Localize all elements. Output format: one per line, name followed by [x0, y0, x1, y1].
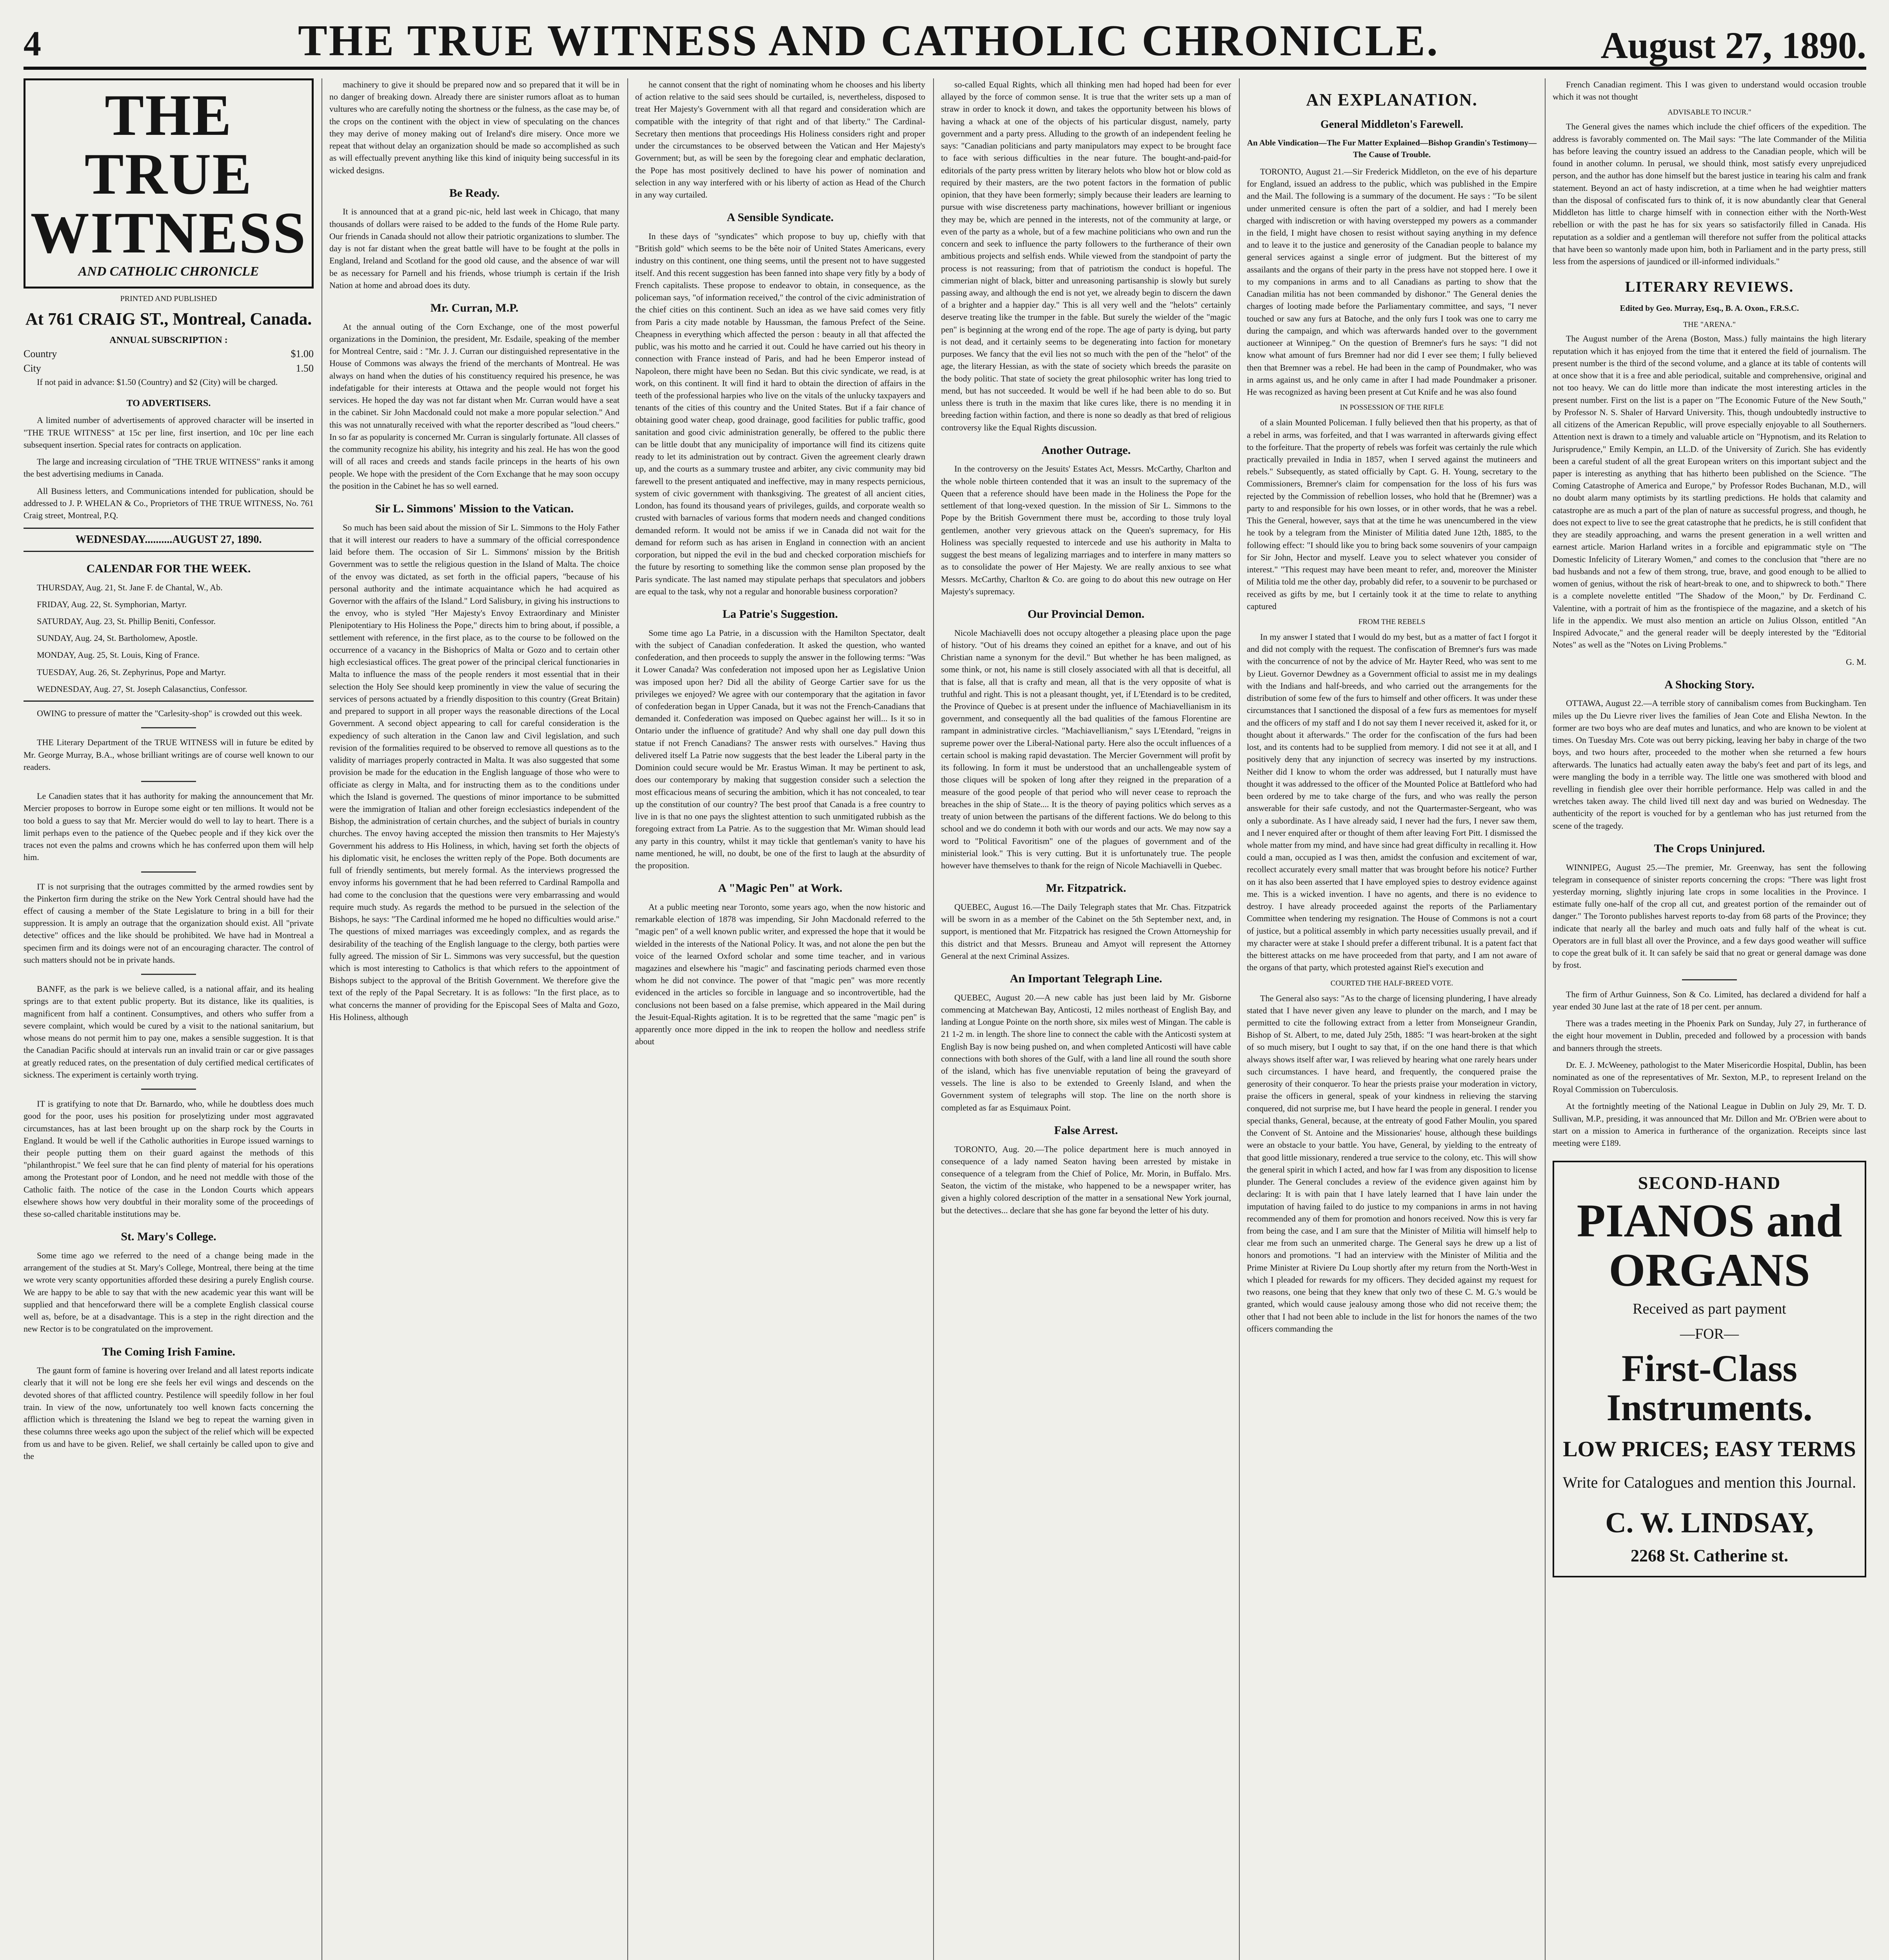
ad-line: LOW PRICES; EASY TERMS [1563, 1437, 1856, 1462]
article-body: At the annual outing of the Corn Exchange, one of the most powerful organizations in the Dominion, the president, Mr. Esdaile, speaking of the member for Montreal Centre, said : "Mr. J. J. Curran our distinguished representative in the House of Commons was always the friend of the merchants of Montreal. He was always on hand when the duties of his constituency required his presence, he was indefatigable for their interests at Ottawa and the people would not forget his services. He hoped the day was not far distant when Mr. Curran would have a seat in the cabinet. Sir John Macdonald could not make a more popular selection." And this was not unnaturally received with what the reporter described as "loud cheers." In so far as popularity is concerned Mr. Curran is singularly fortunate. All classes of the community recognize his ability, his integrity and his zeal. He has won the good will of all races and creeds and stands facile princeps in the hearts of his own people. We hope with the president of the Corn Exchange that he may soon occupy the position in the Cabinet he has so well earned. [329, 321, 619, 491]
editorial-note: BANFF, as the park is we believe called, is a national affair, and its healing springs are to that extent public property. But its distance, like its qualities, is magnificent from half a continent. Consumptives, and others who suffer from a severe complaint, which would be cured by a visit to the national sanitarium, but whose means do not permit him to pay one, makes a sensible suggestion. It is that the Canadian Pacific should at intervals run an invalid train or car or give passages at greatly reduced rates, on the presentation of duly certified medical certificates of sickness. The experiment is certainly worth trying. [24, 984, 314, 1080]
column-2 [329, 78, 619, 1960]
article-body: Some time ago La Patrie, in a discussion with the Hamilton Spectator, dealt with the subject of Canadian confederation. It asked the question, who wanted confederation, and then proceeds to supply the answer in the following terms: "Was it Lower Canada? Was confederation not imposed upon her as Legislative Union was imposed upon her? Did all the ability of George Cartier save for us the privileges we enjoyed? We agree with our contemporary that the agitation in favor of confederation began in Upper Canada, but it was not the French-Canadians that demanded it. Confederation was imposed on Quebec against her will... Is it so in Ontario under the influence of gratitude? And why shall one day pull down this statue if not French Canadians? The answer rests with ourselves." Having thus delivered itself La Patrie now suggests that the best leader the Liberal party in the Dominion could secure would be Mr. Erastus Wiman. It may be pertinent to ask, does our contemporary by making that suggestion consider such a selection the most efficacious means of securing the ambition, which it has not concealed, to tear up the constitution of our country? The best proof that Canada is a free country to live in is that no one pays the slightest attention to such unmitigated rubbish as the foregoing extract from La Patrie. As to the suggestion that Mr. Wiman should lead any party in this country, whilst it may tickle that gentleman's vanity to have his name mentioned, he will, no doubt, be one of the first to laugh at the absurdity of the proposition. [635, 628, 925, 871]
advertisers-p2: The large and increasing circulation of "THE TRUE WITNESS" ranks it among the best advertising mediums in Canada. [24, 457, 314, 479]
divider [141, 781, 196, 782]
column-3 [635, 78, 925, 1960]
column-6 [1553, 78, 1866, 1960]
divider [141, 871, 196, 873]
article-heading: The Crops Uninjured. [1654, 842, 1765, 855]
rate-country [24, 347, 314, 361]
article-body: QUEBEC, August 20.—A new cable has just been laid by Mr. Gisborne commencing at Matchewan Bay, Anticosti, 12 miles northeast of English Bay, and landing at Longue Pointe on the north shore, six miles west of Mingan. The cable is 21 1-2 m. in length. The shore line to connect the cable with the Anticosti system at English Bay is now being pushed on, and when completed Anticosti will have cable connections with both shores of the Gulf, with a land line all round the south shore of the island, which has five unenviable reputation of being the graveyard of vessels. The line is also to be extended to Greenly Island, and when the Government system of telegraphs will stop. The line on the north shore is completed as far as Esquimaux Point. [941, 992, 1231, 1112]
divider [141, 1089, 196, 1090]
rate-city-price: 1.50 [296, 363, 314, 374]
article-body: French Canadian regiment. This I was given to understand would occasion trouble which it was not thought [1553, 80, 1866, 102]
column-rule [1545, 78, 1546, 1960]
article-heading: Our Provincial Demon. [1027, 607, 1145, 621]
advertisers-p3: All Business letters, and Communications intended for publication, should be addressed to J. P. WHELAN & Co., Proprietors of THE TRUE WITNESS, No. 761 Craig street, Montreal, P.Q. [24, 486, 314, 520]
article-body: of a slain Mounted Policeman. I fully believed then that his property, as that of a rebel in arms, was forfeited, and that I was warranted in afterwards giving effect to the forfeiture. That the property of rebels was forfeit was certainly the rule which practically prevailed in India in 1857, when I served against the mutineers and rebels." Subsequently, as stated officially by Capt. G. H. Young, secretary to the Commissioners, Bremner's claim for compensation for the loss of his furs was rejected by the Commission of rebellion losses, who hold that he (Bremner) was a party to and responsible for his own losses, or in other words, that he was a rebel. This the General, however, says that at the time he was unencumbered in the view he took by a telegram from the Minister of Militia dated June 12th, 1885, to the following effect: "I should like you to bring back some souvenirs of your campaign for Sir John, Hector and myself. Leave you to select whatever you consider of interest." "This request may have been meant to refer, and, moreover the Minister of Militia told me the other day, probably did refer, to a souvenir to be purchased or received as gifts by me, but I certainly took it at the time to relate to anything captured [1247, 417, 1537, 611]
article-heading: Another Outrage. [1041, 443, 1131, 457]
issue-dateline: WEDNESDAY..........AUGUST 27, 1890. [24, 528, 314, 552]
article-body: At a public meeting near Toronto, some years ago, when the now historic and remarkable election of 1878 was impending, Sir John Macdonald referred to the "magic pen" of a well known public writer, and expressed the hope that it would be wielded in the interests of the National Policy. It was, and not alone the pen but the voice of the learned Oxford scholar and some time teacher, and in various magazines and elsewhere his "magic" and fascinating periods charmed even those whom he did not convince. The power of that "magic pen" was more recently evidenced in the articles so forcible in language and so incontrovertible, had the conclusions not been based on a false premise, which appeared in the Mail during the Jesuit-Equal-Rights agitation. It is to be regretted that the same "magic pen" is apparently once more dipped in the ink to reopen the hollow and needless strife about [635, 902, 925, 1047]
article-body: Some time ago we referred to the need of a change being made in the arrangement of the studies at St. Mary's College, Montreal, there being at the time we wrote very scanty opportunities afforded these desiring a purely English course. We are happy to be able to say that with the new academic year this want will be supplied and that henceforward there will be a complete English classical course well as, before, be at a disadvantage. This is a step in the right direction and the new Rector is to be congratulated on the improvement. [24, 1250, 314, 1334]
article-body: At the fortnightly meeting of the National League in Dublin on July 29, Mr. T. D. Sullivan, M.P., presiding, it was announced that Mr. Dillon and Mr. O'Brien were about to start on a mission to America in furtherance of the organization. Receipts since last meeting were £189. [1553, 1101, 1866, 1148]
editorial-note: THE Literary Department of the TRUE WITNESS will in future be edited by Mr. George Murray, B.A., whose brilliant writings are of course well known to our readers. [24, 737, 314, 772]
article-body: The firm of Arthur Guinness, Son & Co. Limited, has declared a dividend for half a year ended 30 June last at the rate of 18 per cent. per annum. [1553, 989, 1866, 1011]
masthead [24, 8, 1866, 70]
ad-line: Received as part payment [1633, 1300, 1786, 1317]
article-body: It is announced that at a grand pic-nic, held last week in Chicago, that many thousands of dollars were raised to be added to the funds of the Home Rule party. Our friends in Canada should not allow their patriotic organizations to slumber. The day is not far distant when the great battle will have to be fought at the polls in England, Ireland and Scotland for the good old cause, and the absence of war will be as necessary for Parnell and his friends, whose triumph is certain if the Irish Nation at home and abroad does its duty. [329, 207, 619, 290]
section-caps: ADVISABLE TO INCUR." [1667, 108, 1751, 117]
column-rule [1239, 78, 1240, 1960]
article-heading: AN EXPLANATION. [1306, 90, 1478, 109]
article-body: There was a trades meeting in the Phoenix Park on Sunday, July 27, in furtherance of the eight hour movement in Dublin, preceded and followed by a procession with bands and banners through the streets. [1553, 1018, 1866, 1053]
piano-advertisement [1553, 1161, 1866, 1577]
calendar-heading: CALENDAR FOR THE WEEK. [86, 562, 251, 575]
calendar-entry: THURSDAY, Aug. 21, St. Jane F. de Chantal, W., Ab. [37, 582, 223, 592]
article-body: TORONTO, Aug. 20.—The police department here is much annoyed in consequence of a lady named Seaton having been arrested by mistake in consequence of a telegram from the Chief of Police, Mr. Morin, in Buffalo. Mrs. Seaton, the victim of the mistake, who happened to be a newspaper writer, has given a highly colored description of the matter in a sensational New York journal, but the detectives... declare that she has gone far beyond the letter of his duty. [941, 1144, 1231, 1215]
article-body: so-called Equal Rights, which all thinking men had hoped had been for ever allayed by the force of common sense. It is true that the writer sets up a man of straw in order to knock it down, and takes the opportunity between his blows of having a whack at one of the objects of his particular disgust, namely, party government and a party press. Alluding to the growth of an independent feeling he says: "Canadian politicians and party manipulators may expect to be brought face to face with serious difficulties in the near future. The bought-and-paid-for editorials of the party press written by literary helots who blow hot or blow cold as required by their masters, are the two potent factors in the formation of public opinion, that they have been formerly; simply because their leaders are learning to pursue with wise discreteness party machinations, however brilliant or ingenious they may be, which are penned in the interests, not of the community at large, or even of the party as a whole, but of a few machine politicians who own and run the concern and seek to influence the party followers to the furtherance of their own ambitious projects and selfish ends. While viewed from the standpoint of party the process is not reassuring; from that of patriotism the conduct is hopeful. The cimmerian night of black, bitter and unreasoning partisanship is slowly but surely passing away, and although the end is not yet, we already begin to discern the dawn of a brighter and a happier day." This is all very well and the "helots" certainly deserve treating like the trumper in the fable. But surely the wielder of the "magic pen" is beginning at the wrong end of the rope. The age of party is dying, but party is not dead, and it certainly seems to be degenerating into faction for monetary purposes. We fancy that the evil lies not so much with the pen of the "helot" of the age, the literary Hessian, as with the state of society which breeds the parasite on the body politic. That state of society the great philosophic writer has long tried to mend, but has not succeeded. It would be well if he had been able to do so. But unless there is truth in the maxim that like cures like, there is no mending it in breeding faction within faction, and there is none so deadly as that bred of religious controversy like the Equal Rights discussion. [941, 80, 1231, 432]
article-heading: Sir L. Simmons' Mission to the Vatican. [375, 502, 574, 515]
article-body: The August number of the Arena (Boston, Mass.) fully maintains the high literary reputation which it has enjoyed from the time that it entered the field of journalism. The present number is the third of the second volume, and a glance at its table of contents will at once show that it is a free and able periodical, suitable and comprehensive, original and not too heavy. We can do little more than indicate the most interesting articles in the present number. First on the list is a paper on "The Economic Future of the New South," by Professor N. S. Shaler of Harvard University. This, though undoubtedly instructive to all citizens of the American Republic, will prove especially enjoyable to all Southerners. Attention next is drawn to a timely and valuable article on "Hypnotism, and its Relation to Jurisprudence," Emily Kempin, an LL.D. of the University of Zurich. She has evidently been a careful student of all the great European writers on this important subject and the paper is interesting as anything that has hitherto been published on the Science. "The Coming Catastrophe of America and Europe," by Professor Rodes Buchanan, M.D., will no doubt alarm many optimists by its startling predictions. He holds that calamity and catastrophe are as much a part of the plan of nature as successful progress, and though, he does not expect to live to see the great catastrophe that he predicts, he is still confident that they are steadily approaching, and warns the present generation in a well written and earnest article. Marion Harland writes in a forcible and epigrammatic style on "The Domestic Infelicity of Literary Women," and comes to the conclusion that "there are no bad husbands and not a few of them strong, true, brave, and good enough to be allied to women of genius, without the risk of heart-break to one, and to shipwreck to both." There is a complete novelette entitled "The Shadow of the Moon," by Dr. Ferdinand C. Valentine, with a portrait of him as the frontispiece of the magazine, and a sketch of his life in the appendix. We must also mention an article on Julius Olsson, entitled "An Inspired Advocate," and the general reader will be deeply interested by the "Editorial Notes" as well as the "Notes on Living Problems." [1553, 334, 1866, 650]
ad-line: —FOR— [1680, 1325, 1739, 1342]
editorial-note: IT is gratifying to note that Dr. Barnardo, who, while he doubtless does much good for the poor, uses his position for proselytizing under most aggravated circumstances, has at last been brought up on the sharp rock by the Courts in England. It would be well if the Catholic authorities in Europe issued warnings to their people putting them on their guard against the methods of this "philanthropist." We feel sure that he can find plenty of material for his operations among the Protestant poor of London, and he need not meddle with those of the Catholic faith. The notice of the case in the London Courts which appears elsewhere shows how very doubtful in their morality some of the proceedings of these so-called charitable institutions may be. [24, 1099, 314, 1219]
advertisers-heading: TO ADVERTISERS. [126, 398, 211, 409]
advance-note: If not paid in advance: $1.50 (Country) and $2 (City) will be charged. [37, 377, 278, 387]
article-body: he cannot consent that the right of nominating whom he chooses and his liberty of action relative to the said sees should be curtailed, is, nevertheless, disposed to treat Her Majesty's Government with all that regard and consideration which are compatible with the integrity of that right and of that liberty." The Cardinal-Secretary then mentions that proceedings His Holiness considers right and proper under the circumstances to be observed between the Vatican and Her Majesty's Government; but, as will be seen by the foregoing clear and emphatic declaration, the Pope has most positively declined to have his power of nomination and selection in any way interfered with or his liberty of action as Head of the Church in any way curtailed. [635, 80, 925, 200]
calendar-entry: TUESDAY, Aug. 26, St. Zephyrinus, Pope and Martyr. [37, 667, 226, 677]
divider [141, 974, 196, 975]
article-body: The General gives the names which include the chief officers of the expedition. The address is favorably commented on. The Mail says: "The late Commander of the Militia has before leaving the country issued an address to the Canadian people, which will be found in another column. In perusal, we should think, most satisfy every unprejudiced person, and the author has done himself but the barest justice in tearing his calm and frank statement. Beyond an act of hasty indiscretion, at a time when he had weightier matters than the disposal of confiscated furs to think of, it is now abundantly clear that General Middleton has little to charge himself with in connection either with the North-West rebellion or with the past he has for six years so satisfactorily filled in Canada. His reputation as a soldier and a gentleman will therefore not suffer from the political attacks that have been so wantonly made upon him, both in Parliament and in the party press, still less from the aspersions of jaundiced or ill-informed individuals." [1553, 122, 1866, 267]
calendar-entry: WEDNESDAY, Aug. 27, St. Joseph Calasanctius, Confessor. [37, 684, 247, 694]
ad-advertiser: C. W. LINDSAY, [1605, 1506, 1814, 1539]
article-body: machinery to give it should be prepared now and so prepared that it will be in no danger of breaking down. Already there are sinister rumors afloat as to human vultures who are carefully noting the shortness or the fulness, as the case may be, of the crops on the continent with the object in view of speculating on the chances they may derive of money making out of Ireland's dire misery. Once more we repeat that without delay an organization should be made so accomplished as such as will effectually prevent anything like this kind of iniquity being successful in its wicked designs. [329, 80, 619, 175]
page-number: 4 [24, 24, 41, 63]
issue-date: August 27, 1890. [1600, 24, 1866, 66]
section-caps: THE "ARENA." [1683, 320, 1736, 329]
article-body: Dr. E. J. McWeeney, pathologist to the Mater Misericordie Hospital, Dublin, has been nominated as one of the representatives of Mr. Sexton, M.P., to represent Ireland on the Royal Commission on Tuberculosis. [1553, 1060, 1866, 1094]
article-heading: An Important Telegraph Line. [1010, 972, 1162, 985]
article-body: Nicole Machiavelli does not occupy altogether a pleasing place upon the page of history. "Out of his dreams they coined an epithet for a knave, and out of his Christian name a synonym for the devil." But whether he has been maligned, as some think, or not, his name is still closely associated with all that is deceitful, all that is false, all that is crafty and mean, all that is the very opposite of what is truthful and right. This is not a pleasant thought, yet, if L'Etendard is to be credited, the Province of Quebec is at present under the influence of Machiavellianism in its government, and consequently all the bad qualities of the famous Florentine are rampant in administrative circles. "Machiavellianism," says L'Etendard, "reigns in supreme power over the Liberal-National party. Here also the occult influences of a certain school is making rapid devastation. The Mercier Government will profit by its following. In form it must be understood that an unchallengeable system of those cliques will be spoken of long after they reigned in the preparation of a measure of the good people of that period who will never cease to reproach the breaches in the ship of State.... It is the theory of paying politics which serves as a treaty of union between the partisans of the different factions. We do belong to this school and we do condemn it both with our words and our acts. We may now say a word to "Political Favoritism" one of the plagues of government and of the ministerial look." This is very cutting. But it is unfortunately true. The people however have themselves to thank for the reign of Nicole Machiavelli in Quebec. [941, 628, 1231, 871]
editorial-note: Le Canadien states that it has authority for making the announcement that Mr. Mercier proposes to borrow in Europe some eight or ten millions. It would not be too bold a guess to say that Mr. Mercier would do well to lay to heart. There is a limit perhaps even to the patience of the Quebec people and if they kick over the traces not even the palms and crowns which he has conferred upon them will help him. [24, 791, 314, 862]
section-caps: IN POSSESSION OF THE RIFLE [1340, 403, 1444, 412]
column-1 [24, 78, 314, 1960]
printed-label: PRINTED AND PUBLISHED [120, 294, 217, 303]
article-body: The gaunt form of famine is hovering over Ireland and all latest reports indicate clearly that it will not be long ere she feels her evil wings and descends on the devoted shores of that afflicted country. Pestilence will speedily follow in her foul train. In view of the now, unfortunately too well known facts concerning the affliction which is threatening the Island we beg to repeat the warning given in these columns three weeks ago upon the subject of the relief which will be expected from us and have to be given. Relief, we shall certainly be called upon to give and the [24, 1365, 314, 1461]
divider [24, 701, 314, 702]
column-5 [1247, 78, 1537, 1960]
divider [1682, 979, 1737, 980]
column-4 [941, 78, 1231, 1960]
editorial-note: OWING to pressure of matter the "Carlesity-shop" is crowded out this week. [37, 708, 302, 719]
calendar-entry: MONDAY, Aug. 25, St. Louis, King of France. [37, 650, 200, 660]
editor-credit: Edited by Geo. Murray, Esq., B. A. Oxon., F.R.S.C. [1620, 303, 1799, 313]
ad-line: SECOND-HAND [1638, 1173, 1781, 1193]
subscription-heading: ANNUAL SUBSCRIPTION : [109, 335, 228, 346]
article-deck: An Able Vindication—The Fur Matter Explained—Bishop Grandin's Testimony—The Cause of Trouble. [1247, 138, 1537, 160]
article-heading: La Patrie's Suggestion. [722, 607, 838, 621]
article-body: TORONTO, August 21.—Sir Frederick Middleton, on the eve of his departure for England, issued an address to the public, which was published in the Empire and the Mail. The following is a summary of the document. He says : "To be silent under unmerited censure is often the part of a soldier, and had I merely been charged with indiscretion or with having overstepped my powers as a commander in the field, I might have chosen to resist without saying anything in my defence and to leave it to the justice and generosity of the Canadian people to balance my general services against a single error of judgment. But the bitterest of my assailants and the organs of their party in the press have not stopped here. I owe it to my companions in arms and to all Canadians as parting to show that the Canadian militia has not been commanded by dishonor." The General denies the charges of looting made before the Parliamentary committee, and says, "I never touched or saw any furs at Batoche, and the only furs I took was one to carry me during the campaign, and which was afterwards handed over to the government auctioneer at Winnipeg." On the question of Bremner's furs he says: "I did not know what amount of furs Bremner had nor did I ever see them; I fully believed then that Bremner was a rebel. He had been in the camp of Poundmaker, who was in arms against us, and he only came in after I had made Poundmaker a prisoner. He was recognized as having been present at Cut Knife and he was also found [1247, 166, 1537, 397]
article-heading: The Coming Irish Famine. [102, 1345, 236, 1358]
ad-address: 2268 St. Catherine st. [1630, 1546, 1789, 1565]
article-body: So much has been said about the mission of Sir L. Simmons to the Holy Father that it will interest our readers to have a summary of the official correspondence laid before them. The occasion of Sir L. Simmons' mission by the British Government was to settle the religious question in the Island of Malta. The choice of the envoy was dictated, as set forth in the official papers, "because of his personal authority and the intimate acquaintance which he had acquired as Governor with the affairs of the Island." Lord Salisbury, in giving his instructions to the envoy, who is styled "Her Majesty's Envoy Extraordinary and Minister Plenipotentiary to His Holiness the Pope," directs him to bring about, if possible, a settlement with reference, in the first place, as to the course to be followed on the occurrence of a vacancy in the Bishoprics of Malta or Gozo and to certain other high ecclesiastical offices. The great power of the principal clerical functionaries in Malta to influence the mass of the people renders it most essential that in their selection the Holy See should keep prominently in view the value of securing the services of persons actuated by a friendly disposition to this country (Great Britain) and prepared to support in all proper ways the reasonable directions of the Local Government. A second object appearing to call for careful consideration is the expediency of such alteration in the Canon law and Civil legislation, and such revision of the formalities required to be observed to remove all questions as to the validity of marriages properly contracted in Malta. It was also suggested that some provision be made for the education in the English language of those who were to officiate as clergy in Malta, and for instructing them as to the conditions under which the Island is governed. The questions of minor importance to be submitted were the immigration of Italian and other foreign ecclesiastics independent of the Bishop, the administration of certain churches, and the subject of burials in country churches. The envoy having accepted the mission then transmits to Her Majesty's Government his address to His Holiness, in which, having set forth the objects of his diplomatic visit, he encloses the written reply of the Pope. Both documents are full of friendly sentiments, but merely formal. As the interviews progressed the envoy informs his government that he had been referred to Cardinal Rampolla and had come to the conclusion that the questions were very embarrassing and would require much study. As regards the method to be pursued in the selection of the Bishops, he says: "The Cardinal informed me he hoped no difficulties would arise." The questions of mixed marriages was exceedingly complex, and as regards the desirability of the teaching of the English language to the clergy, both parties were fully agreed. The mission of Sir L. Simmons was very successful, but the question which is most interesting to Catholics is that which refers to the appointment of Bishops subject to the approval of the British Government. We therefore give the text of the reply of the Papal Secretary. It is as follows: "In the first place, as to what concerns the manner of providing for the Episcopal Sees of Malta and Gozo, His Holiness, although [329, 522, 619, 1022]
article-body: OTTAWA, August 22.—A terrible story of cannibalism comes from Buckingham. Ten miles up the Du Lievre river lives the families of Jean Cote and Elisha Newton. In the former are two boys who are deaf mutes and lunatics, and who are known to be violent at times. On Tuesday Mrs. Cote was out berry picking, leaving her baby in charge of the two boys, and two hours after, proceeded to the mother when she returned a few hours afterwards. The lunatics had actually eaten away the baby's feet and part of its legs, and were mangling the body in a terrible way. The little one was smothered with blood and revelling in fiendish glee over their horrible performance. Help was called in and the wretches taken away. The child lived till next day and was buried on Wednesday. The authenticity of the report is vouched for by a gentleman who has just returned from the scene of the tragedy. [1553, 698, 1866, 831]
article-body: QUEBEC, August 16.—The Daily Telegraph states that Mr. Chas. Fitzpatrick will be sworn in as a member of the Cabinet on the 5th September next, and, in support, is mentioned that Mr. Fitzpatrick has resigned the Crown Attorneyship for this district and that Messrs. Bruneau and Amyot will represent the Attorney General at the next Criminal Assizes. [941, 902, 1231, 961]
calendar-entry: SUNDAY, Aug. 24, St. Bartholomew, Apostle. [37, 633, 198, 643]
article-heading: Be Ready. [449, 186, 500, 200]
article-body: In the controversy on the Jesuits' Estates Act, Messrs. McCarthy, Charlton and the whole noble thirteen contended that it was an insult to the supremacy of the Queen that a reference should have been made in the Holiness the Pope for the settlement of that long-vexed question. In the mission of Sir L. Simmons to the Pope by the British Government there must be, according to those truly loyal gentlemen, another very grievous attack on the Queen's supremacy, for His Holiness was specially requested to intercede and use his authority in Malta to suggest the best means of legalizing marriages and to interfere in many matters so as to consolidate the power of Her Majesty. We are really anxious to see what Messrs. McCarthy, Charlton & Co. are going to do about this new outrage on Her Majesty's supremacy. [941, 464, 1231, 596]
article-heading: A Shocking Story. [1664, 678, 1755, 691]
editorial-note: IT is not surprising that the outrages committed by the armed rowdies sent by the Pinkerton firm during the strike on the New York Central should have had the effect of causing a member of the State Legislature to bring in a bill for their suppression. It is amply an outrage that the organization should exist. All "private detective" offices and the like should be prohibited. We have had in Montreal a specimen firm and its doings were not of an encouraging character. The control of such matters should not be in private hands. [24, 881, 314, 965]
article-heading: St. Mary's College. [121, 1230, 216, 1243]
rate-country-label: Country [24, 348, 57, 360]
rate-city-label: City [24, 363, 41, 374]
article-body: In these days of "syndicates" which propose to buy up, chiefly with that "British gold" which seems to be the bête noir of United States Americans, every industry on this continent, one thing seems, until the present not to have suggested itself. And this recent suggestion has been fanned into shape very fitly by a body of French capitalists. These propose to endeavor to obtain, in consequence, as the policeman says, "of information received," the control of the civic administration of the chief cities on this continent. Such an idea as we have said comes very fitly from Paris a city made notable by Haussman, the famous Prefect of the Seine. Cheapness in everything which affected the person : beauty in all that affected the public, was his motto and he carried it out. Could he have carried out his theory in connection with France instead of Paris, and had he been Emperor instead of Napoleon, there might have been no Sedan. But this civic syndicate, we read, is at work, on this continent. It will find it hard to obtain the direction of affairs in the teeth of the professional harpies who live on the vitals of the unlucky taxpayers and tenants of the cities of this country and the United States. But if a fair chance of obtaining good water cheap, good drainage, good facilities for public traffic, good sanitation and good civic administration generally, be offered to the public there can be little doubt that any municipality of importance will find its citizens quite ready to let its administration out by contract. Given the agreement clearly drawn up, and the courts as a summary trustee and arbiter, any civic community may bid farewell to the present antiquated and ineffective, may in many respects pernicious, system of civic government with thanksgiving. The greatest of all ancient cities, London, has found its thousand years of privileges, guilds, and corporate wealth so crusted with barnacles of various forms that modern needs and changed conditions demanded reform. It would not be amiss if we in Canada did not wait for the demand for reform such as has arisen in England in connection with an ancient corporation, but nipped the evil in the bud and checked corporation mischiefs for the future by resorting to something like the common sense plan proposed by the Paris syndicate. The last named may stipulate perhaps that speculators and jobbers are equal to the task, why not a regular and honorable business corporation? [635, 231, 925, 596]
ad-line: Write for Catalogues and mention this Journal. [1562, 1473, 1856, 1491]
section-caps: COURTED THE HALF-BREED VOTE. [1330, 979, 1453, 987]
column-rule [321, 78, 322, 1960]
calendar-entry: FRIDAY, Aug. 22, St. Symphorian, Martyr. [37, 599, 187, 609]
article-body: In my answer I stated that I would do my best, but as a matter of fact I forgot it and did not comply with the request. The confiscation of Bremner's furs was made with the concurrence of not by the advice of Mr. Hayter Reed, who was sent to me by Lieut. Governor Dewdney as a Government official to assist me in my dealings with the Indians and half-breeds, and who carried out the arrangements for the distribution of some few of the furs to himself and other officers. It was under these circumstances that I sanctioned the disposal of a few furs as mementoes for myself and the officers of my staff and I do not say them I never received it, asked for it, or thought about it afterwards." The order for the confiscation of the furs had been lost, and its contents had to be supplied from memory. I did not see it at all, and I positively deny that any injunction of secrecy was inserted by my instructions. Neither did I know to whom the order was addressed, but I naturally must have thought it was addressed to the officer of the Mounted Police at Battleford who had been ordered by me to take charge of the furs, and who was really the person answerable for their safe custody, and not the Quartermaster-Sergeant, who was only a subordinate. As I have already said, I never had the furs, I never saw them, and I never enquired after or thought of them after leaving Fort Pitt. I dismissed the whole matter from my mind, and have since had great difficulty in recalling it. How could a man, occupied as I was then, amidst the confusion and excitement of war, recollect accurately every small matter that was brought before his notice? Further on it has also been asserted that I have employed spies to destroy evidence against me. This is a wicked invention. I have no agents, and there is no evidence to destroy. I have already proceeded against the reports of the Parliamentary Committee when tendering my resignation. The House of Commons is not a court of justice, but a political assembly in which party necessities usually prevail, and if my character were at stake I should prefer a different tribunal. It is a patent fact that the bitterest attacks on me have proceeded from that party, and I am not aware of the organs of that party, which protested against Riel's execution and [1247, 632, 1537, 973]
section-caps: FROM THE REBELS [1358, 618, 1426, 626]
article-heading: Mr. Fitzpatrick. [1046, 882, 1126, 895]
article-heading: Mr. Curran, M.P. [430, 301, 519, 315]
paper-subtitle: AND CATHOLIC CHRONICLE [78, 264, 259, 279]
paper-address: At 761 CRAIG ST., Montreal, Canada. [25, 309, 312, 328]
advertisers-p1: A limited number of advertisements of approved character will be inserted in "THE TRUE WITNESS" at 15c per line, first insertion, and 10c per line each subsequent insertion. Special rates for contracts on application. [24, 415, 314, 450]
article-body: WINNIPEG, August 25.—The premier, Mr. Greenway, has sent the following telegram in consequence of sinister reports concerning the crops: "There was light frost yesterday morning, slightly injuring late crops in some localities in the Province. I estimate fully one-half of the crop all cut, and greatest portion of the remainder out of danger." The Toronto publishes harvest reports to-day from 68 parts of the Province; they indicate that nearly all the barley and much oats and fully half of the wheat is cut. Operators are in full blast all over the Province, and a few days good weather will suffice to cope the great bulk of it. It can safely be said that no great or general damage was done by frost. [1553, 862, 1866, 970]
paper-name: THE TRUE WITNESS [30, 83, 307, 265]
rate-country-price: $1.00 [291, 348, 314, 360]
column-rule [627, 78, 628, 1960]
rate-city [24, 361, 314, 376]
signature: G. M. [1846, 657, 1866, 667]
article-subheading: General Middleton's Farewell. [1320, 118, 1464, 131]
divider [141, 727, 196, 728]
calendar-entry: SATURDAY, Aug. 23, St. Phillip Beniti, Confessor. [37, 616, 216, 626]
article-heading: A "Magic Pen" at Work. [718, 882, 843, 895]
ad-headline: PIANOS and ORGANS [1577, 1194, 1842, 1296]
article-body: The General also says: "As to the charge of licensing plundering, I have already stated that I have never given any leave to plunder on the march, and I may be permitted to cite the following extract from a letter from Monseigneur Grandin, Bishop of St. Albert, to me, dated July 25th, 1885: "I was heart-broken at the sight of so much misery, but I ought to say that, if on the one hand there is that which always shows itself after war, I was relieved by hearing what one rarely hears under such circumstances. I have heard, and frequently, the conquered praise the generosity of their conqueror. To hear the priests praise your moderation in victory, praise the officers in general, speak of your kindness in relieving the starving conquered, did not surprise me, but I have heard the people in general. I render you special thanks, General, because, at the entreaty of good Father Moulin, you spared the Convent of St. Antoine and the Missionaries' house, although these buildings were an obstacle to your battle. You have, General, by yielding to the entreaty of that good little missionary, rendered a true service to the colony, etc. This will show the general spirit in which I acted, and how far I was from any disposition to license plunder. The General concludes a review of the evidence given against him by declaring: It is with pain that I have lately learned that I have lain under the imputation of having failed to do justice to my companions in arms in not having recommended any of them for promotion and honors received. Now this is very far from being the case, and I am sure that the Minister of Militia will himself help to clear me from such an unmerited charge. The General says he drew up a list of honors and promotions. "I had an interview with the Minister of Militia and the Prime Minister at Riviere Du Loup shortly after my return from the North-West in which I pleaded for rewards for my officers. They decided against my request for two reasons, one being that they knew that only two of these C. M. G.'s would be granted, which would cause jealousy among those who did not receive them; the other that I had not been able to include in the list for honors the names of the two officers commanding the [1247, 993, 1537, 1334]
article-heading: LITERARY REVIEWS. [1625, 279, 1794, 296]
paper-logo [24, 78, 314, 289]
column-rule [933, 78, 934, 1960]
article-heading: False Arrest. [1054, 1123, 1118, 1137]
newspaper-title: THE TRUE WITNESS AND CATHOLIC CHRONICLE. [298, 16, 1439, 65]
article-heading: A Sensible Syndicate. [727, 211, 834, 224]
ad-headline: First-Class Instruments. [1606, 1347, 1813, 1429]
